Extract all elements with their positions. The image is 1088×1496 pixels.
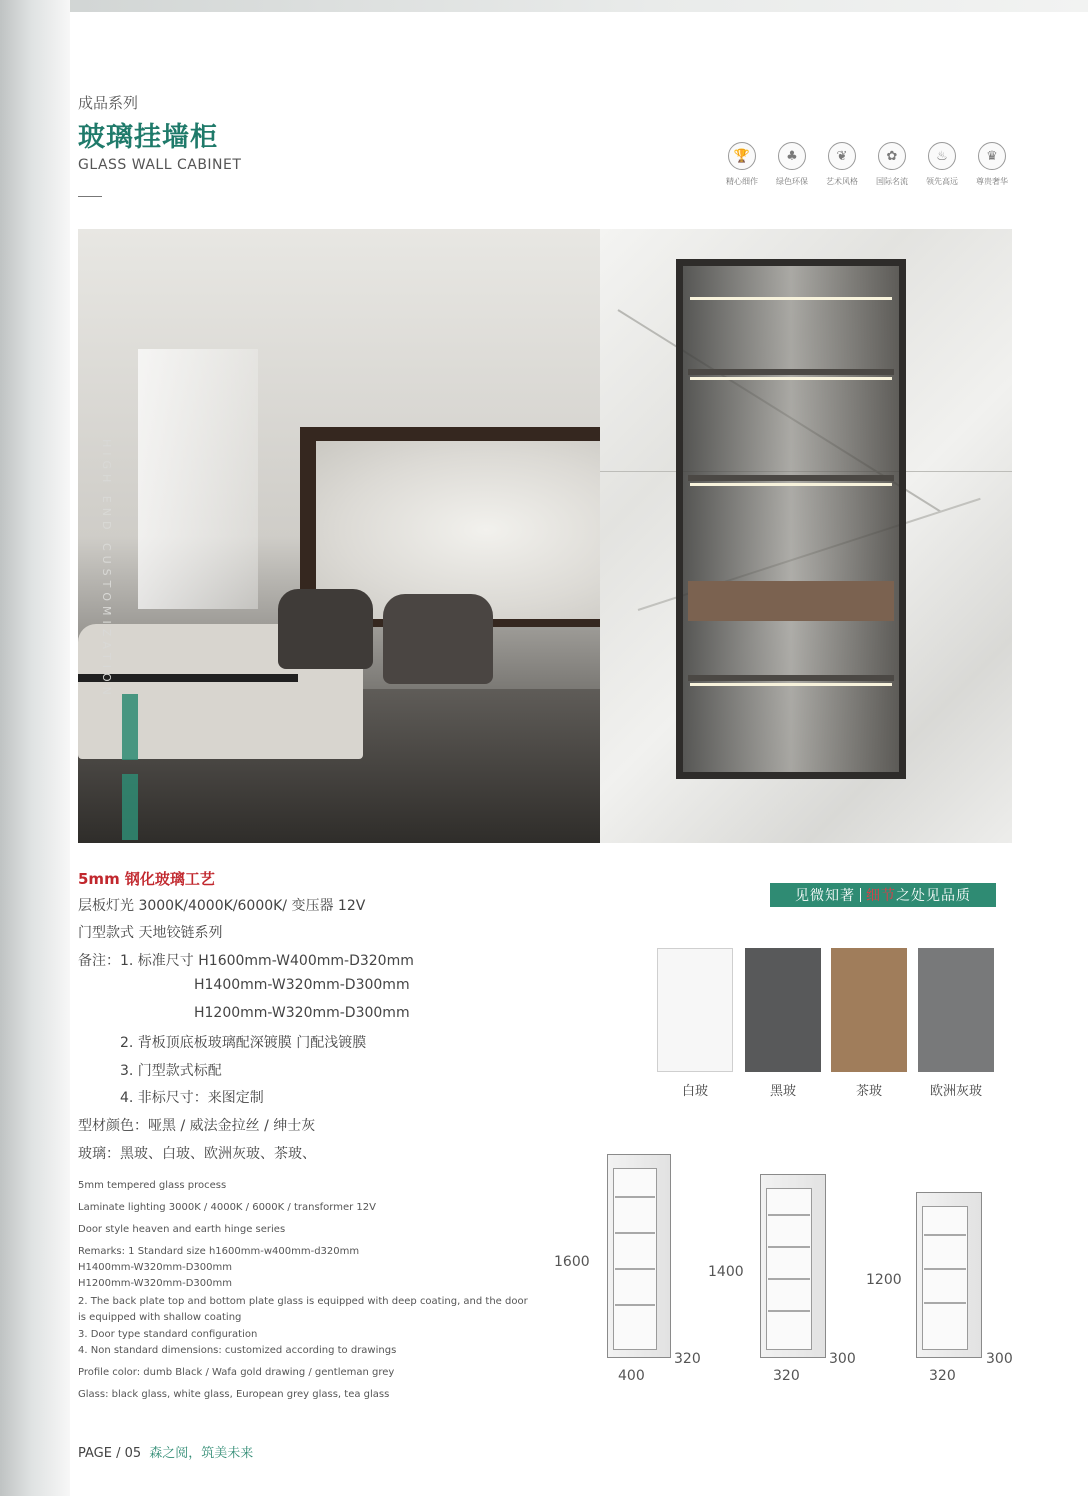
title-divider <box>78 196 102 197</box>
page-footer <box>78 1442 253 1461</box>
swatch-label: 黑玻 <box>769 1084 796 1099</box>
badge-separator <box>860 888 861 902</box>
spec-line: H1400mm-W320mm-D300mm <box>194 977 410 993</box>
shelf-light <box>690 297 892 300</box>
trophy-icon: 🏆 <box>728 142 756 170</box>
badge-text: 之处见品质 <box>896 888 971 904</box>
feature-item <box>872 142 912 187</box>
feature-item <box>972 142 1012 187</box>
english-line: is equipped with shallow coating <box>78 1312 242 1323</box>
page-title-en: GLASS WALL CABINET <box>78 157 242 173</box>
hero-photo <box>78 229 1012 843</box>
cabinet-shelf-line <box>924 1302 966 1304</box>
feature-label: 精心细作 <box>726 177 758 186</box>
cabinet-shelf <box>688 475 894 481</box>
window-light <box>138 349 258 609</box>
badge-text: 见微知著 <box>795 888 855 904</box>
book-spine-shadow <box>0 0 70 1496</box>
quality-badge <box>770 883 996 907</box>
feature-item <box>772 142 812 187</box>
leaf-icon: ❦ <box>828 142 856 170</box>
feature-label: 尊贵奢华 <box>976 177 1008 186</box>
tree-icon: ♣ <box>778 142 806 170</box>
cabinet-drawer <box>688 581 894 621</box>
width-dimension: 320 <box>929 1368 956 1384</box>
glass-wall-cabinet <box>676 259 906 779</box>
spec-line: 4. 非标尺寸：来图定制 <box>120 1090 264 1106</box>
spec-line: 3. 门型款式标配 <box>120 1063 222 1079</box>
swatch-label: 白玻 <box>681 1084 708 1099</box>
vertical-caption: HIGH END CUSTOMIZATION <box>100 439 113 700</box>
feature-label: 艺术风格 <box>826 177 858 186</box>
cabinet-shelf <box>688 369 894 375</box>
page-title: 玻璃挂墙柜 <box>78 122 218 153</box>
depth-dimension: 320 <box>674 1351 701 1367</box>
english-line: Laminate lighting 3000K / 4000K / 6000K / transformer 12V <box>78 1202 376 1213</box>
hands-icon: ♨ <box>928 142 956 170</box>
shelf-light <box>690 483 892 486</box>
feature-item <box>722 142 762 187</box>
english-line: Remarks: 1 Standard size h1600mm-w400mm-d320mm <box>78 1246 360 1257</box>
depth-dimension: 300 <box>829 1351 856 1367</box>
spec-heading: 5mm 钢化玻璃工艺 <box>78 870 215 888</box>
shelf-light <box>690 377 892 380</box>
glass-swatch-white <box>657 948 733 1072</box>
vertical-tag <box>122 694 138 760</box>
english-line: 5mm tempered glass process <box>78 1180 227 1191</box>
spec-line: H1200mm-W320mm-D300mm <box>194 1005 410 1021</box>
height-dimension: 1600 <box>554 1254 590 1270</box>
depth-dimension: 300 <box>986 1351 1013 1367</box>
cabinet-shelf <box>688 675 894 681</box>
cabinet-inner <box>922 1206 968 1350</box>
spec-line: 门型款式 天地铰链系列 <box>78 925 223 941</box>
cabinet-shelf-line <box>615 1268 655 1270</box>
height-dimension: 1400 <box>708 1264 744 1280</box>
english-line: Profile color: dumb Black / Wafa gold drawing / gentleman grey <box>78 1367 395 1378</box>
cabinet-inner <box>766 1188 812 1350</box>
spec-line: 玻璃：黑玻、白玻、欧洲灰玻、茶玻、 <box>78 1146 316 1162</box>
english-line: 4. Non standard dimensions: customized according to drawings <box>78 1345 397 1356</box>
crown-icon: ♛ <box>978 142 1006 170</box>
page-number: PAGE / 05 <box>78 1446 142 1461</box>
series-label: 成品系列 <box>78 94 139 112</box>
english-line: H1200mm-W320mm-D300mm <box>78 1278 232 1289</box>
feature-label: 绿色环保 <box>776 177 808 186</box>
spec-line: 型材颜色：哑黑 / 威法金拉丝 / 绅士灰 <box>78 1118 316 1134</box>
english-line: 3. Door type standard configuration <box>78 1329 258 1340</box>
cabinet-shelf-line <box>615 1304 655 1306</box>
width-dimension: 320 <box>773 1368 800 1384</box>
glass-swatch-tea <box>831 948 907 1072</box>
cabinet-shelf-line <box>615 1196 655 1198</box>
lounge-chair <box>278 589 373 669</box>
lounge-chair <box>383 594 493 684</box>
cabinet-shelf-line <box>768 1214 810 1216</box>
badge-highlight: 细节 <box>866 888 896 904</box>
spec-line: 层板灯光 3000K/4000K/6000K/ 变压器 12V <box>78 898 366 914</box>
cabinet-shelf-line <box>924 1268 966 1270</box>
cabinet-shelf-line <box>768 1246 810 1248</box>
footer-slogan: 森之阅，筑美未来 <box>149 1446 254 1461</box>
shelf-light <box>690 683 892 686</box>
cabinet-shelf-line <box>615 1232 655 1234</box>
flower-icon: ✿ <box>878 142 906 170</box>
english-line: H1400mm-W320mm-D300mm <box>78 1262 232 1273</box>
feature-label: 领先高远 <box>926 177 958 186</box>
glass-swatch-grey <box>918 948 994 1072</box>
spec-line: 2. 背板顶底板玻璃配深镀膜 门配浅镀膜 <box>120 1035 367 1051</box>
english-line: 2. The back plate top and bottom plate glass is equipped with deep coating, and the door <box>78 1296 528 1307</box>
cabinet-shelf-line <box>768 1310 810 1312</box>
feature-label: 国际名流 <box>876 177 908 186</box>
english-line: Door style heaven and earth hinge series <box>78 1224 286 1235</box>
feature-item <box>922 142 962 187</box>
swatch-label: 欧洲灰玻 <box>929 1084 982 1099</box>
english-line: Glass: black glass, white glass, European grey glass, tea glass <box>78 1389 390 1400</box>
feature-icons <box>722 142 1012 187</box>
width-dimension: 400 <box>618 1368 645 1384</box>
feature-item <box>822 142 862 187</box>
spec-line: 备注：1. 标准尺寸 H1600mm-W400mm-D320mm <box>78 953 414 969</box>
glass-swatch-black <box>745 948 821 1072</box>
vertical-tag <box>122 774 138 840</box>
cabinet-shelf-line <box>768 1278 810 1280</box>
top-edge <box>0 0 1088 12</box>
swatch-label: 茶玻 <box>855 1084 882 1099</box>
cabinet-shelf-line <box>924 1234 966 1236</box>
height-dimension: 1200 <box>866 1272 902 1288</box>
